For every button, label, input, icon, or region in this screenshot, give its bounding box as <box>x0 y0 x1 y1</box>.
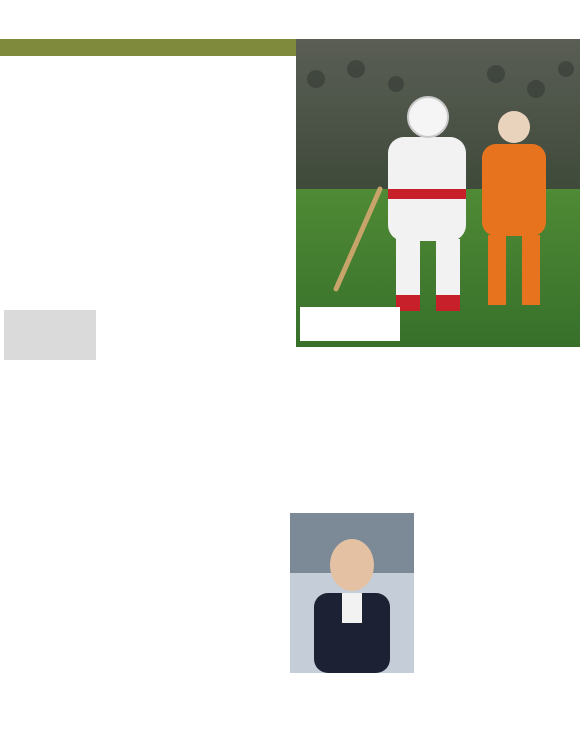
manager-photo <box>290 513 414 673</box>
folio-bar <box>0 0 580 22</box>
manager-photo-art <box>290 513 414 673</box>
col-s1 <box>4 310 96 360</box>
col-s1-body <box>4 366 96 496</box>
story1-text <box>4 296 578 504</box>
story1-body <box>4 296 578 504</box>
